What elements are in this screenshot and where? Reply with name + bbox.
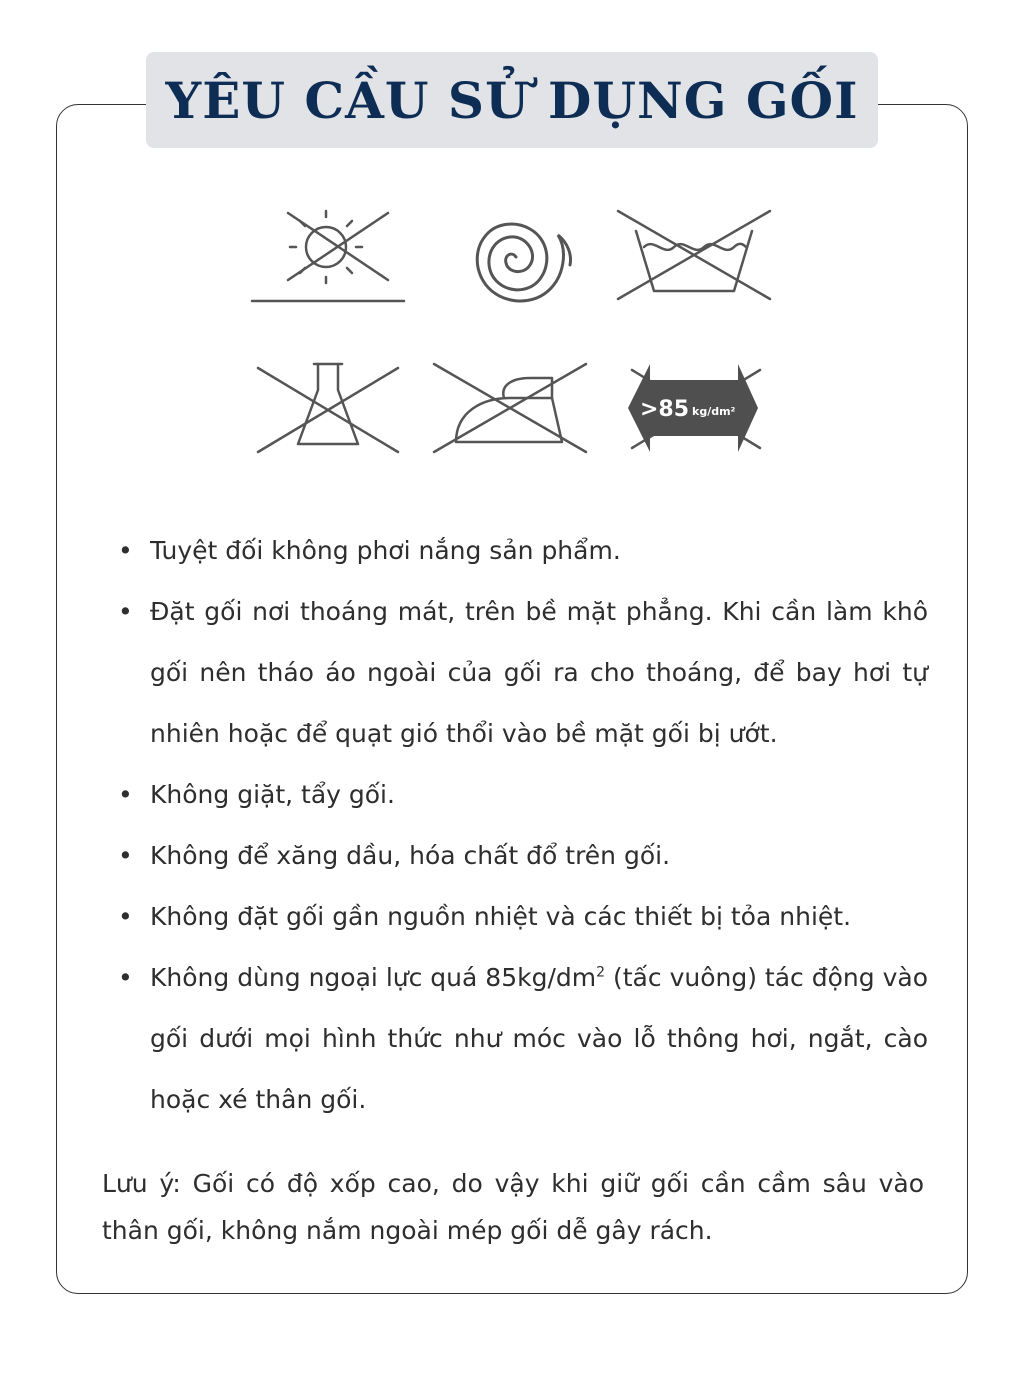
bullet-dot: • bbox=[118, 780, 133, 809]
bullet-dot: • bbox=[118, 536, 133, 565]
spiral-icon bbox=[462, 205, 572, 305]
weight-superscript: 2 bbox=[596, 964, 606, 981]
bullet-dot: • bbox=[118, 902, 133, 931]
weight-limit-value: >85 bbox=[640, 397, 690, 422]
no-ironing-icon bbox=[430, 360, 590, 456]
bullet-dot: • bbox=[118, 841, 133, 870]
list-item-text: Tuyệt đối không phơi nắng sản phẩm. bbox=[150, 536, 621, 565]
weight-text-after: (tấc vuông) tác động vào gối dưới mọi hình thức như móc vào lỗ thông hơi, ngắt, cào hoặc xé thân gối. bbox=[150, 963, 928, 1114]
list-item bbox=[110, 581, 928, 764]
no-sun-icon bbox=[248, 205, 408, 305]
page-title: YÊU CẦU SỬ DỤNG GỐI bbox=[165, 70, 859, 130]
list-item-text: Không đặt gối gần nguồn nhiệt và các thiết bị tỏa nhiệt. bbox=[150, 902, 852, 931]
list-item-text: Không để xăng dầu, hóa chất đổ trên gối. bbox=[150, 841, 671, 870]
list-item bbox=[110, 886, 928, 947]
bullet-dot: • bbox=[118, 963, 133, 992]
bullet-dot: • bbox=[118, 597, 133, 626]
list-item-text: Đặt gối nơi thoáng mát, trên bề mặt phẳng. Khi cần làm khô gối nên tháo áo ngoài của gối ra cho thoáng, để bay hơi tự nhiên hoặc để quạt gió thổi vào bề mặt gối bị ướt. bbox=[150, 597, 928, 748]
weight-limit-icon bbox=[626, 360, 766, 456]
list-item-text: Không giặt, tẩy gối. bbox=[150, 780, 395, 809]
weight-limit-unit: kg/dm² bbox=[692, 405, 736, 418]
title-banner bbox=[146, 52, 878, 148]
list-item bbox=[110, 520, 928, 581]
no-washing-icon bbox=[614, 205, 774, 305]
no-chemicals-icon bbox=[254, 360, 402, 456]
list-item-text bbox=[150, 947, 928, 1130]
list-item bbox=[110, 825, 928, 886]
usage-instructions-list bbox=[110, 520, 928, 1130]
list-item bbox=[110, 947, 928, 1130]
note-text: Lưu ý: Gối có độ xốp cao, do vậy khi giữ gối cần cầm sâu vào thân gối, không nắm ngoài mép gối dễ gây rách. bbox=[102, 1169, 924, 1245]
weight-text-before: Không dùng ngoại lực quá 85kg/dm bbox=[150, 963, 597, 992]
list-item bbox=[110, 764, 928, 825]
